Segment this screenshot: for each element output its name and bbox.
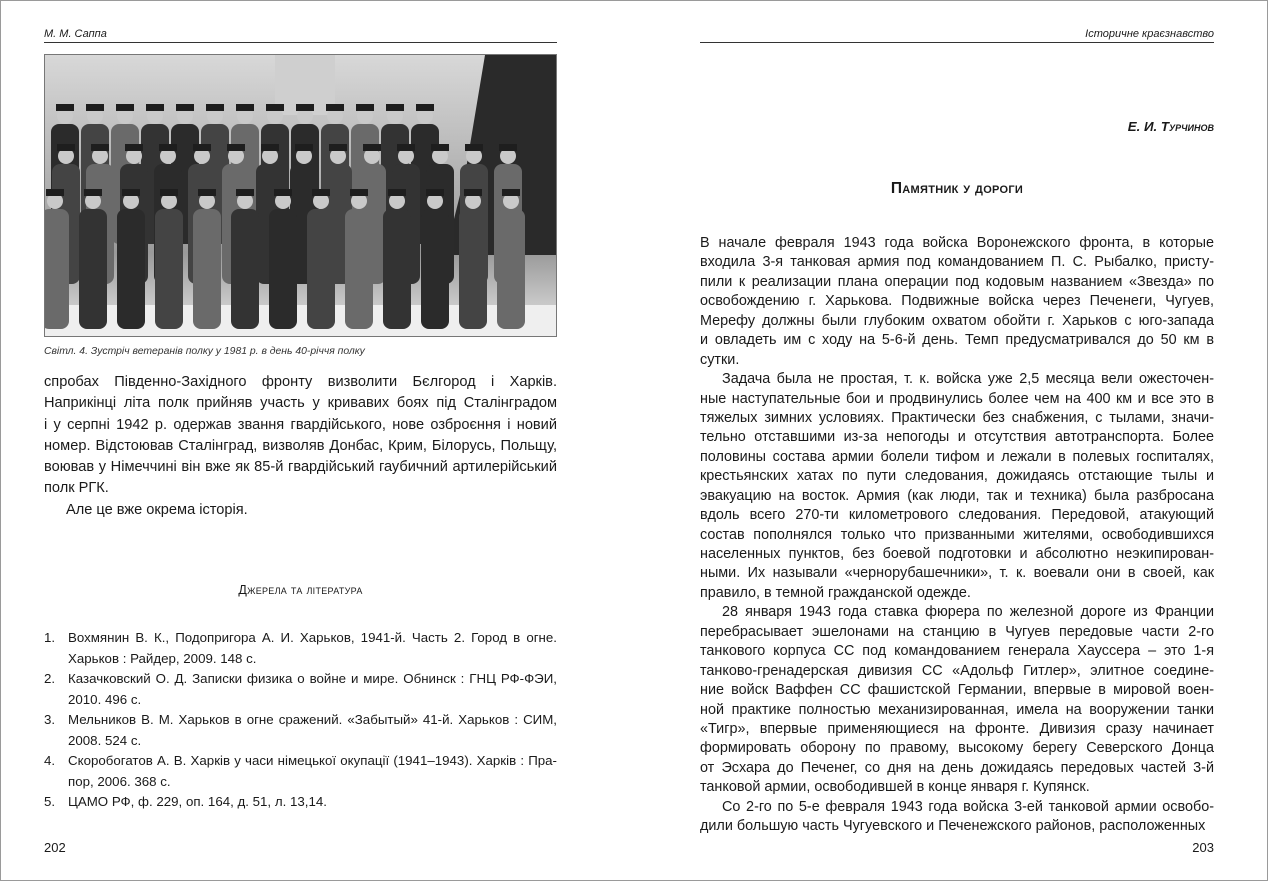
- reference-item: [44, 628, 557, 669]
- person-hat: [296, 104, 314, 111]
- text-line: полк РГК.: [44, 480, 109, 497]
- person-hat: [499, 144, 517, 151]
- text-line: тельно отставшими из-за непогоды и отсутствия автотранспорта. Более: [700, 429, 1214, 446]
- text-line: воював у Німеччині він вже як 85-й гвардійський гаубичний артилерійський: [44, 459, 557, 476]
- reference-number: 5.: [44, 794, 56, 809]
- text-line: ные наступательные бои и продвинулись более чем на 400 км и все это в: [700, 390, 1214, 407]
- text-line: освобождению г. Харькова. Подвижные войска через Печенеги, Чугуев,: [700, 293, 1214, 310]
- text-line: ной практике полностью механизированная, имела на вооружении танки: [700, 701, 1214, 718]
- person-hat: [46, 189, 64, 196]
- person-hat: [86, 104, 104, 111]
- text-line: танковой армии, освободившей в конце января г. Купянск.: [700, 779, 1090, 796]
- person-hat: [176, 104, 194, 111]
- text-line: населенных пунктов, без боевой подготовки и абсолютно неэкипирован-: [700, 546, 1214, 562]
- person-figure: [155, 209, 183, 329]
- running-head: Історичне краєзнавство: [700, 28, 1214, 43]
- person-figure: [45, 209, 69, 329]
- reference-item: [44, 751, 557, 792]
- text-line: Мерефу должны были глубоким охватом обойти г. Харьков с юго-запада: [700, 312, 1214, 329]
- paragraph: [700, 370, 1214, 603]
- text-line: танково-гренадерская дивизия СС «Адольф Гитлер», элитное соедине-: [700, 662, 1214, 679]
- person-figure: [193, 209, 221, 329]
- text-line: от Эсхара до Печенег, со дня на день дожидаясь передовых частей 3-й: [700, 759, 1214, 776]
- person-hat: [329, 144, 347, 151]
- photo-image: [45, 55, 557, 337]
- person-hat: [465, 144, 483, 151]
- text-line: состав пополнялся только что призванными жителями, освободившихся: [700, 526, 1214, 543]
- reference-text: Мельников В. М. Харьков в огне сражений. «Забытый» 41-й. Харьков : СИМ,: [68, 712, 557, 727]
- person-hat: [91, 144, 109, 151]
- person-hat: [193, 144, 211, 151]
- reference-number: 3.: [44, 712, 56, 727]
- text-line: сутки.: [700, 351, 740, 368]
- reference-text: Скоробогатов А. В. Харків у часи німецької окупації (1941–1943). Харків : Пра-: [68, 753, 557, 768]
- reference-item: [44, 710, 557, 751]
- group-photo: [44, 54, 557, 337]
- person-figure: [117, 209, 145, 329]
- article-title: Памятник у дороги: [890, 180, 1024, 197]
- text-line: «Тигр», впервые применяющиеся на фронте. Дивизия сразу начинает: [700, 720, 1214, 737]
- person-figure: [269, 209, 297, 329]
- text-line: Наприкінці літа полк прийняв участь у кривавих боях під Сталінградом: [44, 395, 557, 412]
- article-author: Е. И. Турчинов: [1127, 119, 1214, 134]
- page-number: 202: [44, 840, 66, 855]
- text-line: танкового корпуса СС под командованием генерала Хауссера – это 1-я: [700, 643, 1214, 660]
- paragraph: [44, 372, 557, 500]
- person-hat: [266, 104, 284, 111]
- text-line: пили к реализации плана операции под кодовым названием «Звезда» по: [700, 273, 1214, 290]
- body-text: [44, 372, 557, 521]
- person-hat: [146, 104, 164, 111]
- paragraph: [700, 603, 1214, 797]
- text-line: вдоль всего 270-ти километрового следования. Передовой, атакующий: [700, 507, 1214, 524]
- person-hat: [356, 104, 374, 111]
- text-line: крестьянских хатах по пути следования, дожидаясь отстающие тылы и: [700, 468, 1214, 485]
- person-figure: [459, 209, 487, 329]
- person-hat: [416, 104, 434, 111]
- text-line: перебрасывает эшелонами на станцию в Чугуев передовые части 2-го: [700, 623, 1214, 640]
- reference-text: 2008. 524 с.: [68, 732, 142, 748]
- person-figure: [79, 209, 107, 329]
- person-hat: [159, 144, 177, 151]
- page-number: 203: [1192, 840, 1214, 855]
- person-hat: [363, 144, 381, 151]
- person-hat: [227, 144, 245, 151]
- person-hat: [122, 189, 140, 196]
- paragraph: [700, 798, 1214, 837]
- text-line: ние войск Ваффен СС фашистской Германии, впервые в мировой воен-: [700, 682, 1214, 699]
- paragraph: [44, 500, 557, 521]
- person-hat: [386, 104, 404, 111]
- person-hat: [295, 144, 313, 151]
- text-line: тяжелых зимних условиях. Практически без снабжения, с тылами, значи-: [700, 409, 1214, 426]
- person-hat: [426, 189, 444, 196]
- person-hat: [125, 144, 143, 151]
- person-hat: [397, 144, 415, 151]
- text-line: дили большую часть Чугуевского и Печенежского районов, расположенных: [700, 818, 1206, 835]
- reference-number: 2.: [44, 671, 56, 686]
- person-hat: [198, 189, 216, 196]
- person-hat: [56, 104, 74, 111]
- reference-text: Вохмянин В. К., Подопригора А. И. Харьков, 1941-й. Часть 2. Город в огне.: [68, 630, 557, 645]
- reference-text: пор, 2006. 368 с.: [68, 773, 171, 789]
- reference-text: ЦАМО РФ, ф. 229, оп. 164, д. 51, л. 13,14.: [68, 794, 327, 809]
- text-line: спробах Південно-Західного фронту визволити Бєлгород і Харків.: [44, 374, 557, 390]
- person-hat: [431, 144, 449, 151]
- person-hat: [236, 189, 254, 196]
- reference-text: Казачковский О. Д. Записки физика о войне и мире. Обнинск : ГНЦ РФ-ФЭИ,: [68, 671, 557, 686]
- person-hat: [274, 189, 292, 196]
- reference-text: Харьков : Райдер, 2009. 148 с.: [68, 650, 257, 666]
- text-line: 28 января 1943 года ставка фюрера по железной дороге из Франции: [722, 604, 1214, 621]
- person-hat: [326, 104, 344, 111]
- text-line: ными. Их называли «чернорубашечники», т. к. воевали они в своей, как: [700, 565, 1214, 582]
- person-hat: [116, 104, 134, 111]
- text-line: і у серпні 1942 р. одержав звання гвардійського, нове озброєння і новий: [44, 416, 557, 433]
- text-line: правило, в темной гражданской одежде.: [700, 584, 971, 601]
- text-line: В начале февраля 1943 года войска Воронежского фронта, в которые: [700, 235, 1214, 251]
- text-line: формировать оборону по правому, высокому берегу Северского Донца: [700, 740, 1214, 757]
- person-figure: [307, 209, 335, 329]
- section-title: Джерела та література: [238, 583, 363, 597]
- person-figure: [345, 209, 373, 329]
- person-hat: [236, 104, 254, 111]
- person-hat: [57, 144, 75, 151]
- person-figure: [421, 209, 449, 329]
- reference-number: 1.: [44, 630, 56, 645]
- person-hat: [160, 189, 178, 196]
- text-line: половины состава армии болели тифом и лежали в полевых госпиталях,: [700, 448, 1214, 465]
- right-page: [700, 0, 1214, 881]
- reference-text: 2010. 496 с.: [68, 691, 142, 707]
- reference-item: [44, 792, 557, 813]
- running-head: М. М. Саппа: [44, 28, 557, 43]
- reference-item: [44, 669, 557, 710]
- text-line: и овладеть им с ходу на 5-6-й день. Темп предусматривался до 50 км в: [700, 332, 1214, 349]
- text-line: эвакуацию на восток. Армия (как люди, так и техника) была разбросана: [700, 487, 1214, 504]
- person-hat: [464, 189, 482, 196]
- text-line: Але це вже окрема історія.: [66, 501, 248, 518]
- person-hat: [84, 189, 102, 196]
- body-text: [700, 234, 1214, 837]
- person-figure: [497, 209, 525, 329]
- person-hat: [261, 144, 279, 151]
- person-figure: [383, 209, 411, 329]
- photo-caption: Світл. 4. Зустріч ветеранів полку у 1981 р. в день 40-річчя полку: [44, 346, 365, 357]
- person-hat: [388, 189, 406, 196]
- reference-list: [44, 628, 557, 813]
- person-hat: [502, 189, 520, 196]
- person-figure: [231, 209, 259, 329]
- paragraph: [700, 234, 1214, 370]
- text-line: Задача была не простая, т. к. войска уже 2,5 месяца вели ожесточен-: [722, 371, 1214, 388]
- left-page: [44, 0, 557, 881]
- text-line: номер. Відстоював Сталінград, визволяв Донбас, Крим, Білорусь, Польщу,: [44, 437, 557, 454]
- reference-number: 4.: [44, 753, 56, 768]
- person-hat: [206, 104, 224, 111]
- person-hat: [350, 189, 368, 196]
- person-hat: [312, 189, 330, 196]
- text-line: входила 3-я танковая армия под командованием П. С. Рыбалко, присту-: [700, 254, 1214, 271]
- text-line: Со 2-го по 5-е февраля 1943 года войска 3-ей танковой армии освобо-: [722, 798, 1214, 815]
